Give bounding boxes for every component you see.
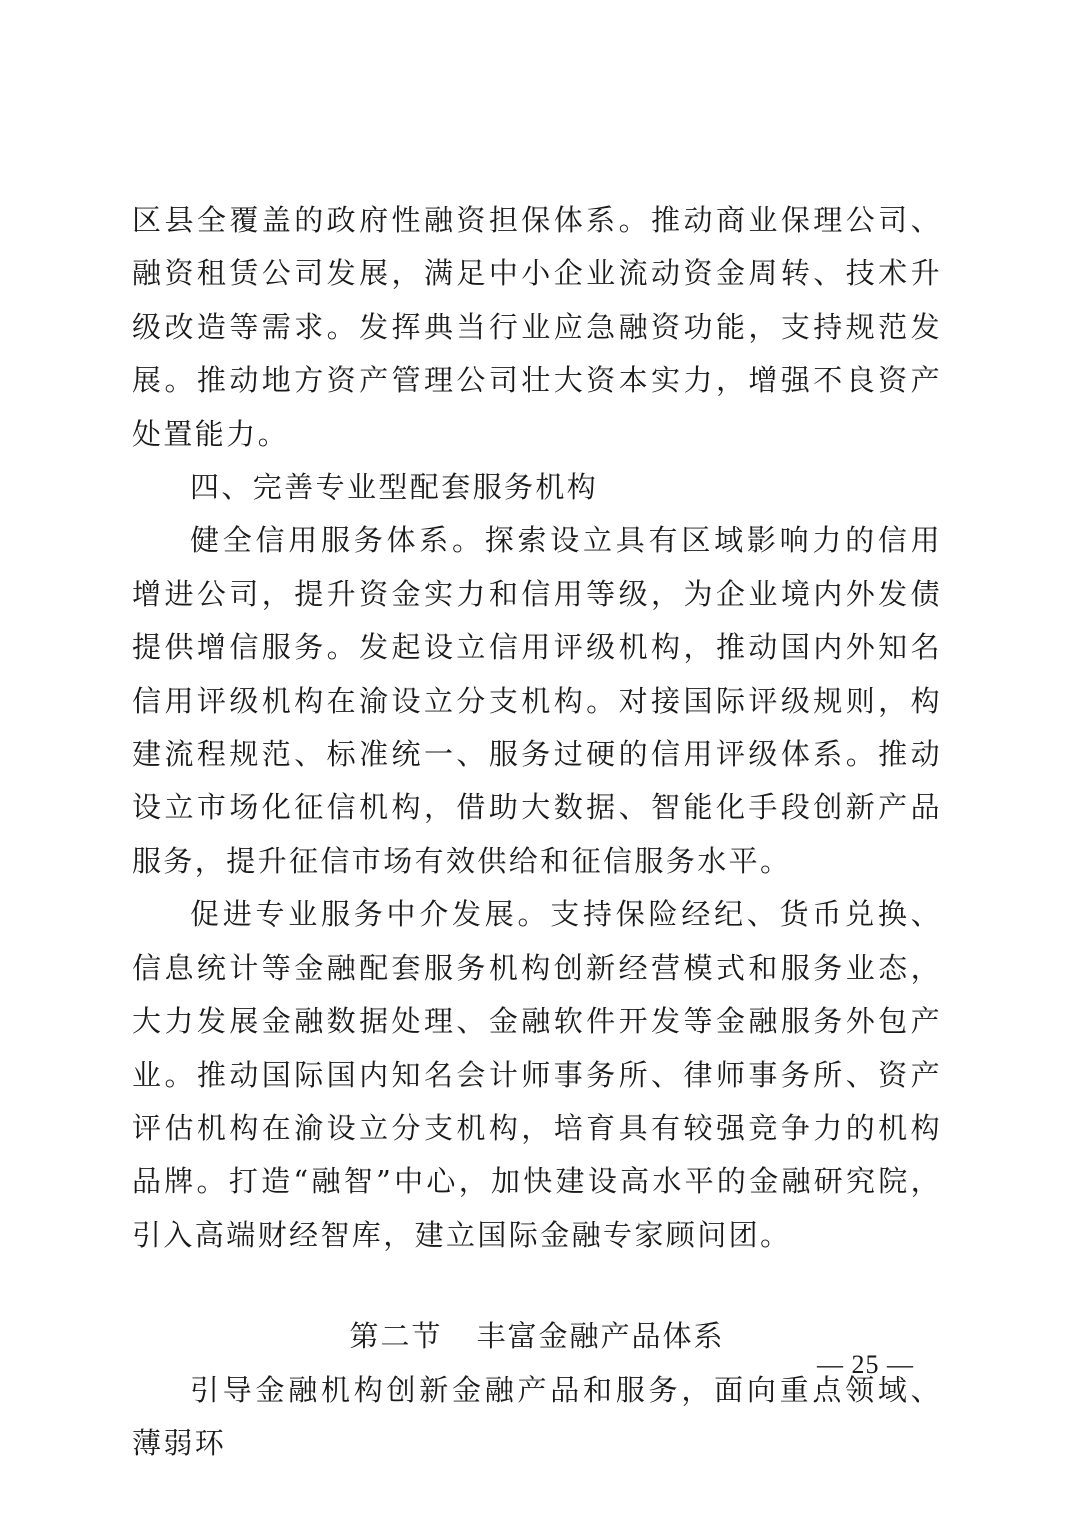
page-number: — 25 — — [817, 1350, 914, 1379]
paragraph-continuation: 区县全覆盖的政府性融资担保体系。推动商业保理公司、融资租赁公司发展，满足中小企业流动资金周转、技术升级改造等需求。发挥典当行业应急融资功能，支持规范发展。推动地方资产管理公司壮大资本实力，增强不良资产处置能力。 — [132, 203, 942, 451]
body-text — [132, 194, 942, 1470]
subheading-four: 四、完善专业型配套服务机构 — [190, 470, 599, 505]
paragraph-financial-products: 引导金融机构创新金融产品和服务，面向重点领域、薄弱环 — [132, 1372, 942, 1460]
paragraph-credit-services: 健全信用服务体系。探索设立具有区域影响力的信用增进公司，提升资金实力和信用等级，为企业境内外发债提供增信服务。发起设立信用评级机构，推动国内外知名信用评级机构在渝设立分支机构。对接国际评级规则，构建流程规范、标准统一、服务过硬的信用评级体系。推动设立市场化征信机构，借助大数据、智能化手段创新产品服务，提升征信市场有效供给和征信服务水平。 — [132, 523, 942, 878]
section-number: 第二节 — [349, 1319, 443, 1354]
section-title: 丰富金融产品体系 — [476, 1319, 725, 1354]
paragraph-intermediary-services: 促进专业服务中介发展。支持保险经纪、货币兑换、信息统计等金融配套服务机构创新经营模式和服务业态，大力发展金融数据处理、金融软件开发等金融服务外包产业。推动国际国内知名会计师事务所、律师事务所、资产评估机构在渝设立分支机构，培育具有较强竞争力的机构品牌。打造“融智”中心，加快建设高水平的金融研究院，引入高端财经智库，建立国际金融专家顾问团。 — [132, 897, 942, 1252]
